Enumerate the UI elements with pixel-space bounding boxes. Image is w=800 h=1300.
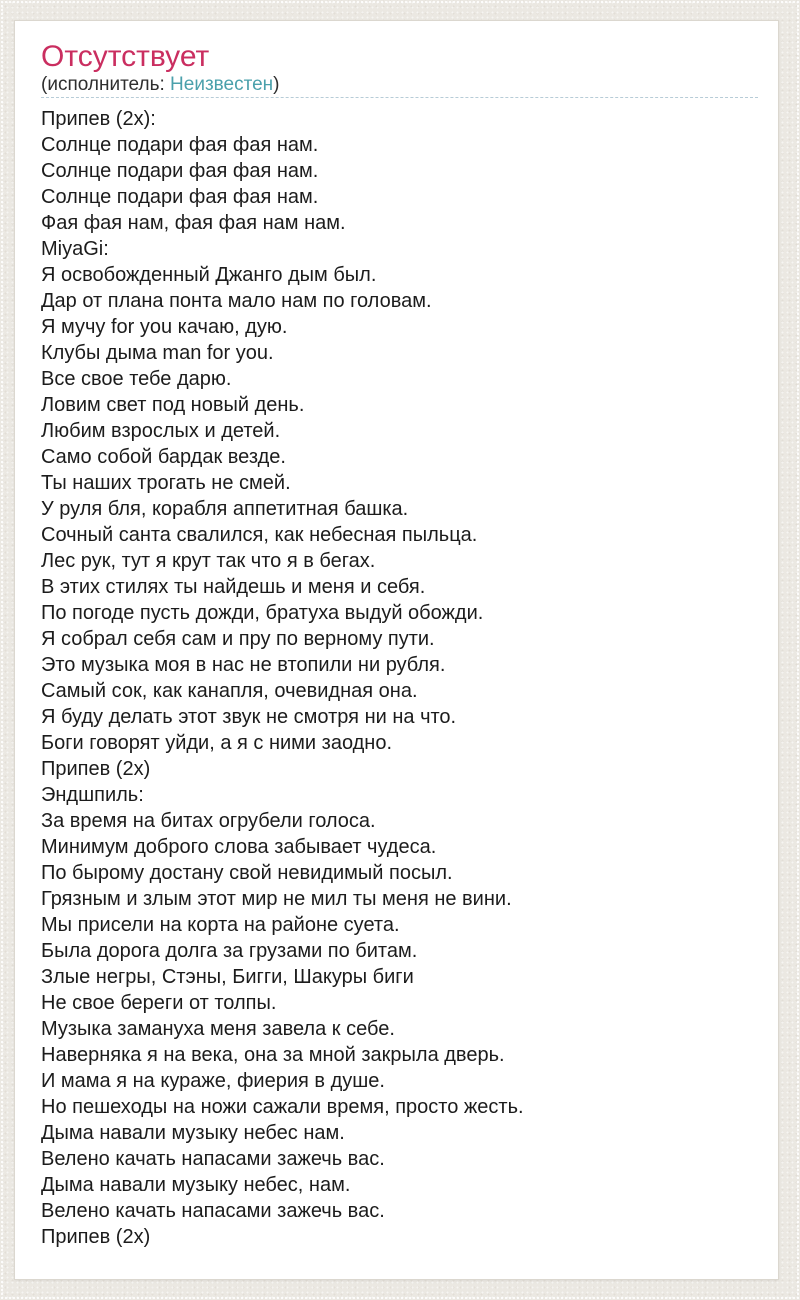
lyric-line: Но пешеходы на ножи сажали время, просто жесть.: [41, 1096, 524, 1118]
lyric-line: Само собой бардак везде.: [41, 446, 286, 468]
lyric-line: Мы присели на корта на районе суета.: [41, 914, 400, 936]
lyric-line: Злые негры, Стэны, Бигги, Шакуры биги: [41, 966, 414, 988]
lyrics-card: [14, 20, 779, 1280]
lyric-line: Была дорога долга за грузами по битам.: [41, 940, 418, 962]
lyrics-text: [41, 106, 758, 1250]
lyric-line: Музыка замануха меня завела к себе.: [41, 1018, 395, 1040]
lyric-line: Эндшпиль:: [41, 784, 144, 806]
lyric-line: Фая фая нам, фая фая нам нам.: [41, 212, 346, 234]
lyric-line: И мама я на кураже, фиерия в душе.: [41, 1070, 385, 1092]
lyric-line: Припев (2x): [41, 758, 151, 780]
song-header: [41, 41, 758, 98]
lyric-line: Велено качать напасами зажечь вас.: [41, 1200, 385, 1222]
lyric-line: Дар от плана понта мало нам по головам.: [41, 290, 432, 312]
lyric-line: Наверняка я на века, она за мной закрыла дверь.: [41, 1044, 505, 1066]
lyric-line: Дыма навали музыку небес, нам.: [41, 1174, 351, 1196]
lyric-line: Клубы дыма man for you.: [41, 342, 274, 364]
lyric-line: Грязным и злым этот мир не мил ты меня не вини.: [41, 888, 512, 910]
lyric-line: Все свое тебе дарю.: [41, 368, 232, 390]
song-title: Отсутствует: [41, 40, 210, 73]
lyric-line: Это музыка моя в нас не втопили ни рубля.: [41, 654, 446, 676]
lyric-line: У руля бля, корабля аппетитная башка.: [41, 498, 409, 520]
lyric-line: Солнце подари фая фая нам.: [41, 134, 319, 156]
lyric-line: Дыма навали музыку небес нам.: [41, 1122, 345, 1144]
lyric-line: Ты наших трогать не смей.: [41, 472, 291, 494]
lyric-line: Я буду делать этот звук не смотря ни на что.: [41, 706, 457, 728]
lyric-line: Не свое береги от толпы.: [41, 992, 277, 1014]
lyric-line: Самый сок, как канапля, очевидная она.: [41, 680, 418, 702]
artist-line: [41, 75, 758, 98]
lyric-line: Минимум доброго слова забывает чудеса.: [41, 836, 437, 858]
lyric-line: Припев (2x): [41, 1226, 151, 1248]
lyric-line: По погоде пусть дожди, братуха выдуй обожди.: [41, 602, 484, 624]
lyric-line: За время на битах огрубели голоса.: [41, 810, 376, 832]
lyric-line: Припев (2x):: [41, 108, 156, 130]
lyric-line: По бырому достану свой невидимый посыл.: [41, 862, 453, 884]
lyric-line: В этих стилях ты найдешь и меня и себя.: [41, 576, 426, 598]
lyric-line: Я мучу for you качаю, дую.: [41, 316, 288, 338]
lyric-line: Сочный санта свалился, как небесная пыльца.: [41, 524, 478, 546]
lyric-line: Я освобожденный Джанго дым был.: [41, 264, 377, 286]
lyric-line: Солнце подари фая фая нам.: [41, 186, 319, 208]
lyric-line: MiyaGi:: [41, 238, 109, 260]
artist-link[interactable]: Неизвестен: [170, 74, 274, 95]
lyric-line: Велено качать напасами зажечь вас.: [41, 1148, 385, 1170]
lyric-line: Солнце подари фая фая нам.: [41, 160, 319, 182]
artist-suffix: ): [273, 74, 280, 95]
lyric-line: Лес рук, тут я крут так что я в бегах.: [41, 550, 376, 572]
lyric-line: Любим взрослых и детей.: [41, 420, 281, 442]
lyric-line: Боги говорят уйди, а я с ними заодно.: [41, 732, 393, 754]
lyric-line: Я собрал себя сам и пру по верному пути.: [41, 628, 435, 650]
lyric-line: Ловим свет под новый день.: [41, 394, 305, 416]
artist-label: (исполнитель:: [41, 74, 171, 95]
